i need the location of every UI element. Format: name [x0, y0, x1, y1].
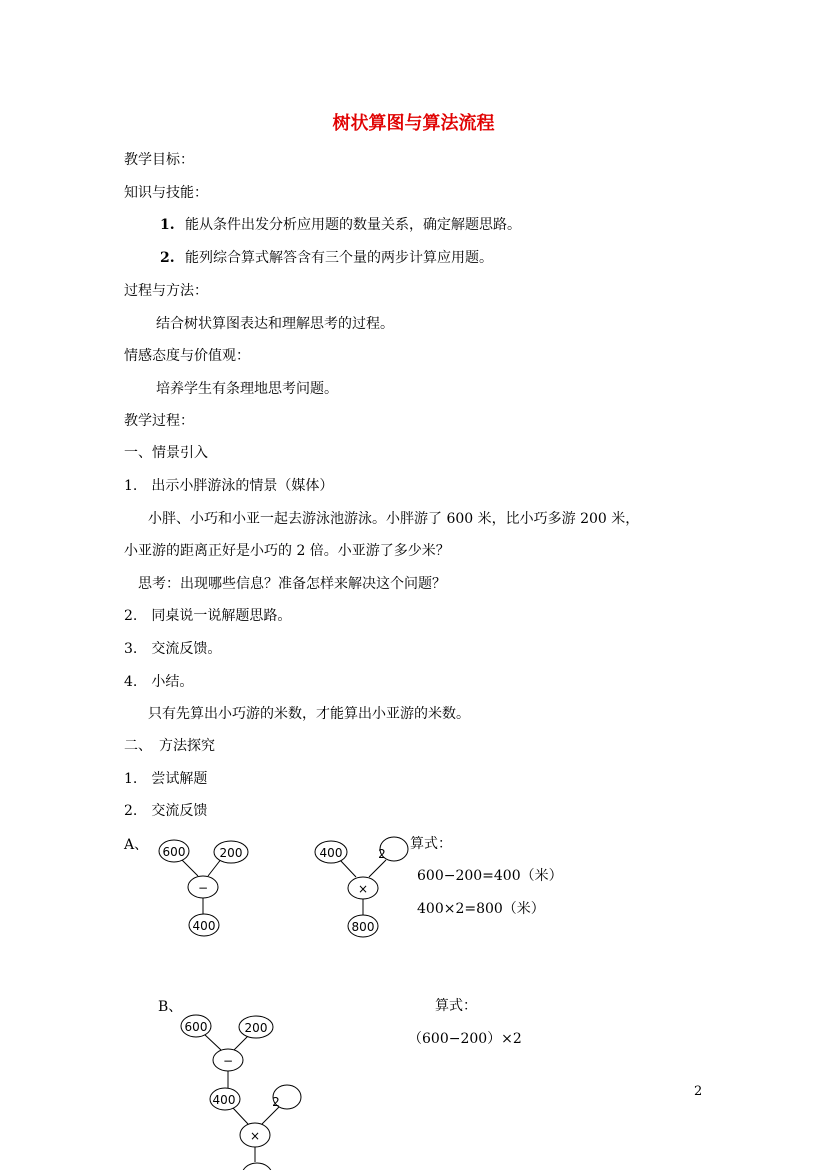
- tree-a1-result: 400: [192, 919, 216, 933]
- think-question: 思考：出现哪些信息？准备怎样来解决这个问题？: [138, 576, 446, 592]
- heading-teaching-process: 教学过程：: [124, 413, 194, 429]
- heading-emotion: 情感态度与价值观：: [124, 348, 250, 364]
- step-2-2: 2. 交流反馈: [124, 803, 208, 819]
- step-1-4: 4. 小结。: [124, 674, 194, 690]
- page-number: 2: [694, 1084, 703, 1099]
- tree-b-input-3: 2: [272, 1095, 280, 1109]
- step-1-2: 2. 同桌说一说解题思路。: [124, 608, 292, 624]
- diagram-b-formula-label: 算式：: [435, 998, 477, 1014]
- diagram-a-formula-1: 600−200=400（米）: [417, 868, 563, 884]
- problem-line-2: 小亚游的距离正好是小巧的 2 倍。小亚游了多少米？: [124, 543, 450, 559]
- process-method-text: 结合树状算图表达和理解思考的过程。: [156, 316, 394, 332]
- tree-b-operator-1: −: [222, 1054, 234, 1068]
- tree-b: [181, 1015, 301, 1170]
- problem-line-1: 小胖、小巧和小亚一起去游泳池游泳。小胖游了 600 米，比小巧多游 200 米，: [148, 511, 640, 527]
- step-1-3: 3. 交流反馈。: [124, 641, 222, 657]
- section-2-heading: 二、 方法探究: [124, 738, 215, 754]
- document-title: 树状算图与算法流程: [332, 113, 495, 134]
- tree-b-input-1: 600: [184, 1020, 208, 1034]
- tree-a2-operator: ×: [357, 882, 369, 896]
- list-number: 2.: [160, 250, 175, 266]
- tree-a2: [315, 837, 408, 937]
- heading-knowledge: 知识与技能：: [124, 185, 208, 201]
- step-1-1: 1. 出示小胖游泳的情景（媒体）: [124, 478, 334, 494]
- tree-b-result-node: [242, 1163, 272, 1170]
- diagram-a-label: A、: [124, 837, 149, 853]
- tree-a1-operator: −: [197, 881, 209, 895]
- diagram-b-formula: （600−200）×2: [408, 1031, 522, 1047]
- diagram-b-label: B、: [158, 999, 183, 1015]
- knowledge-item-1: 能从条件出发分析应用题的数量关系，确定解题思路。: [185, 217, 521, 233]
- tree-a2-input-2: 2: [378, 847, 386, 861]
- tree-b-operator-2: ×: [249, 1129, 261, 1143]
- tree-a2-result: 800: [351, 920, 375, 934]
- tree-a1-input-2: 200: [219, 846, 243, 860]
- list-number: 1.: [160, 217, 175, 233]
- knowledge-item-2: 能列综合算式解答含有三个量的两步计算应用题。: [185, 250, 493, 266]
- diagram-a-formula-label: 算式：: [410, 836, 452, 852]
- tree-a1: [159, 840, 248, 936]
- diagram-a-formula-2: 400×2=800（米）: [417, 901, 545, 917]
- step-2-1: 1. 尝试解题: [124, 771, 208, 787]
- tree-a1-input-1: 600: [162, 845, 186, 859]
- tree-b-input-2: 200: [244, 1021, 268, 1035]
- heading-goals: 教学目标：: [124, 152, 194, 168]
- tree-a2-input-1: 400: [319, 846, 343, 860]
- heading-process-method: 过程与方法：: [124, 283, 208, 299]
- emotion-text: 培养学生有条理地思考问题。: [156, 381, 338, 397]
- summary-text: 只有先算出小巧游的米数，才能算出小亚游的米数。: [148, 706, 470, 722]
- tree-b-middle: 400: [212, 1093, 236, 1107]
- section-1-heading: 一、情景引入: [124, 445, 208, 461]
